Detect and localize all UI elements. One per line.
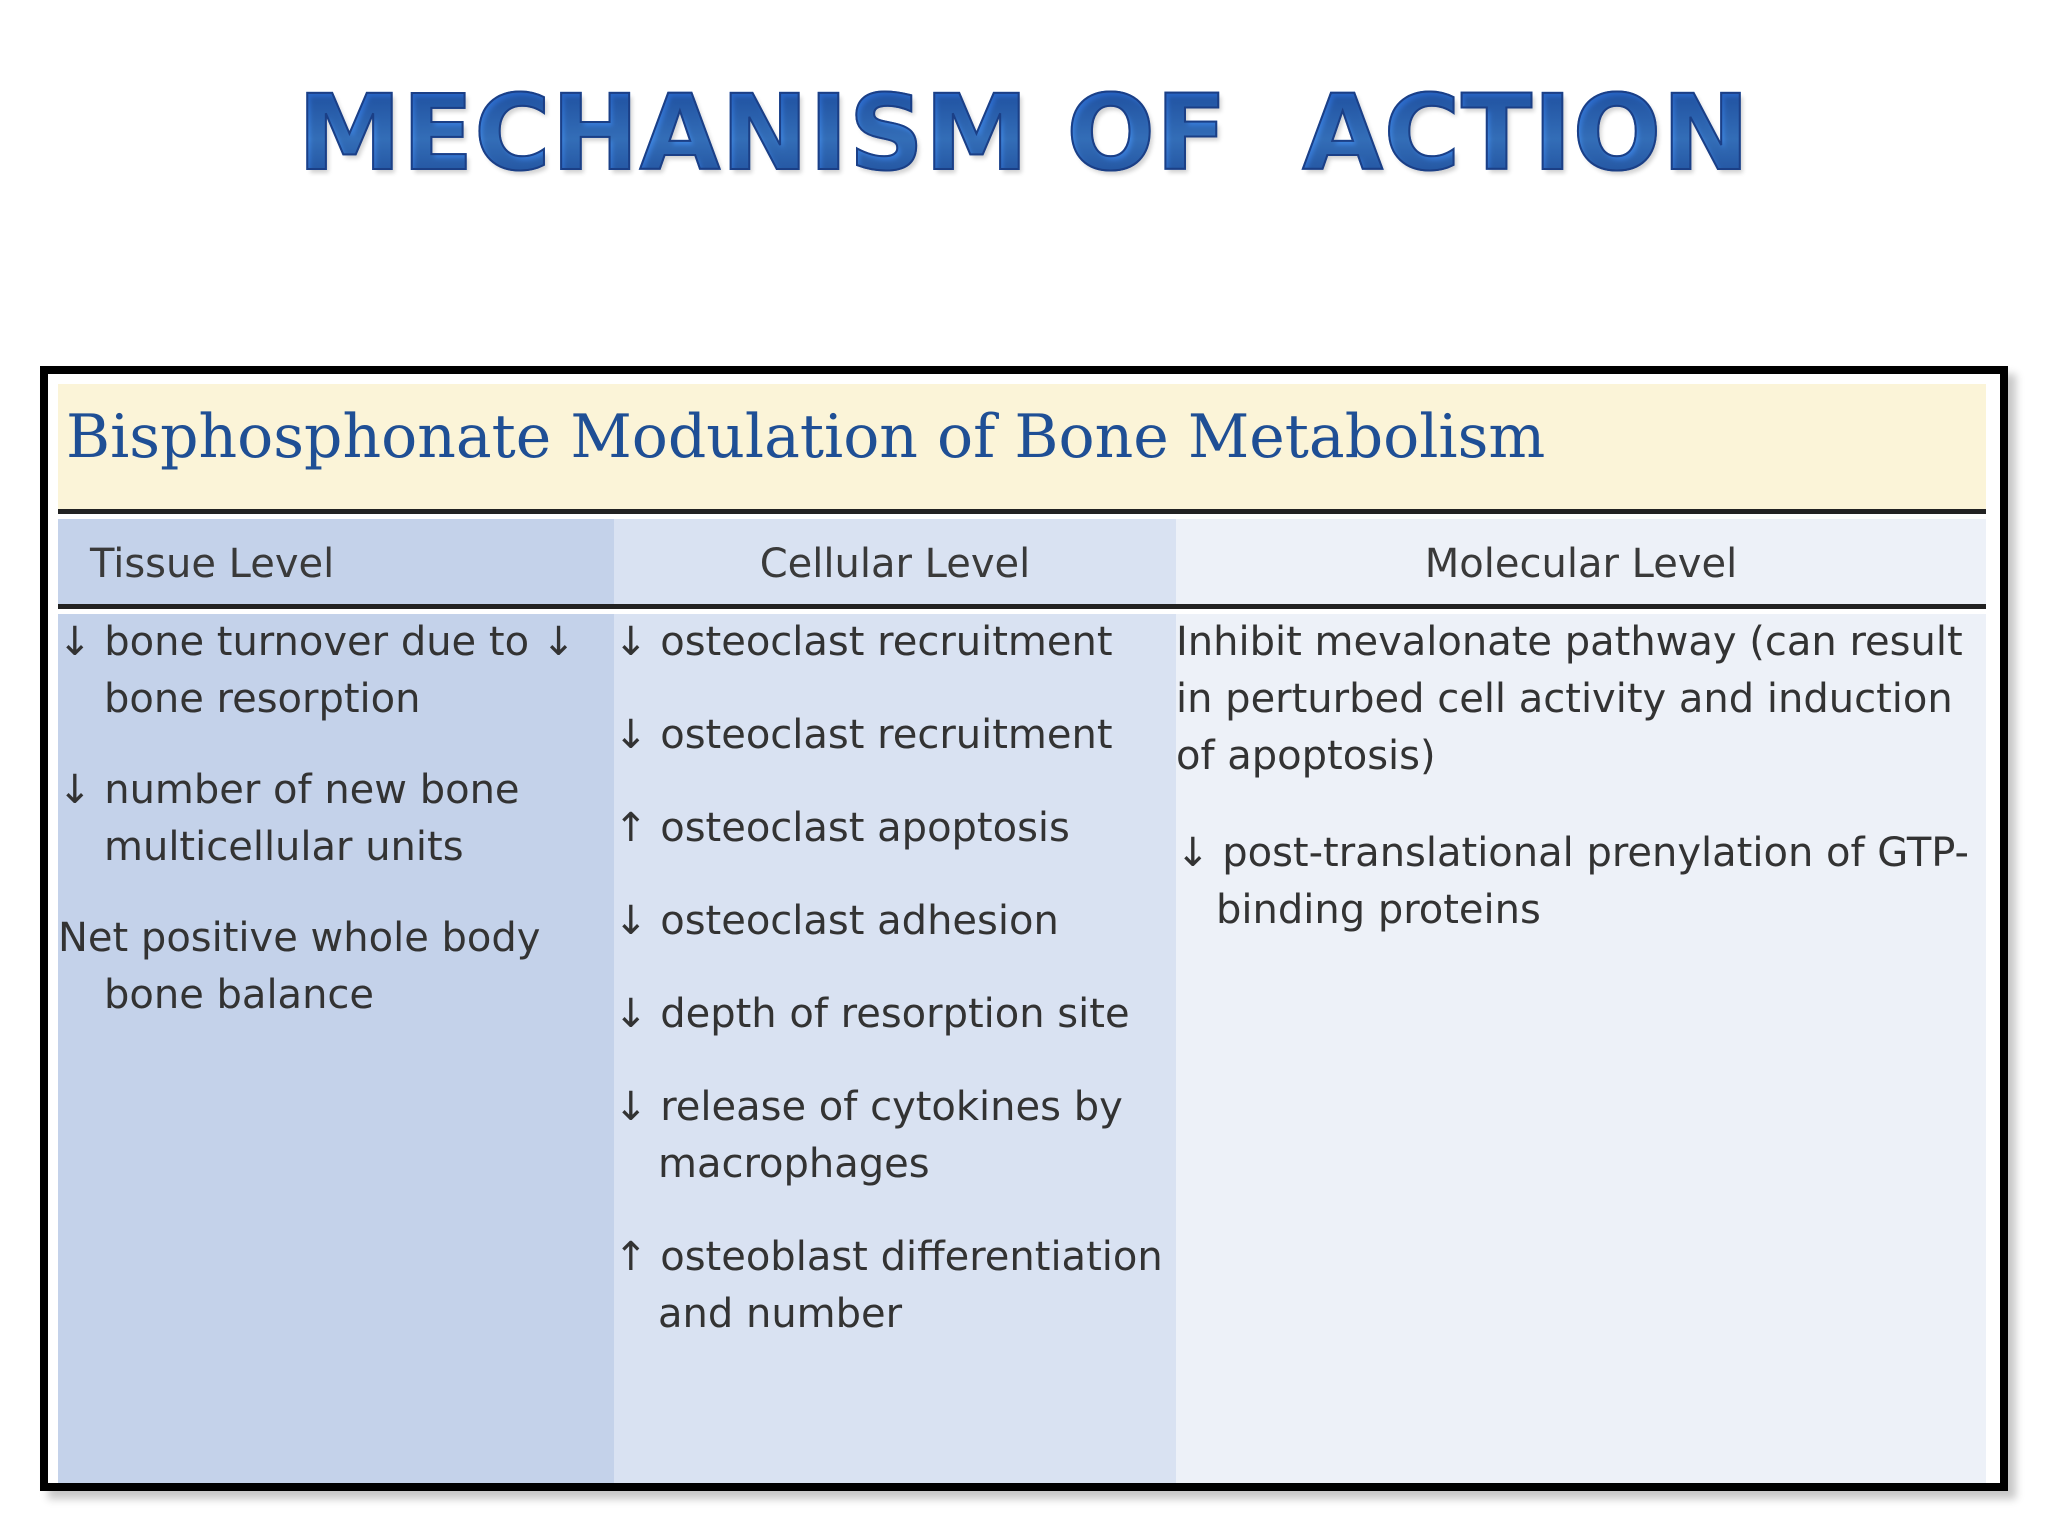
table-title: Bisphosphonate Modulation of Bone Metabolism bbox=[66, 402, 1546, 472]
tissue-level-column bbox=[58, 614, 614, 1483]
cellular-item: ↑ osteoblast differentiation and number bbox=[614, 1234, 1163, 1337]
tissue-item: ↓ number of new bone multicellular units bbox=[58, 767, 520, 870]
header-cellular-level: Cellular Level bbox=[614, 519, 1176, 604]
table-header-row bbox=[58, 519, 1986, 609]
tissue-item: ↓ bone turnover due to ↓ bone resorption bbox=[58, 619, 576, 722]
table-frame bbox=[40, 366, 2008, 1491]
tissue-item: Net positive whole body bone balance bbox=[58, 915, 541, 1018]
cellular-item: ↓ osteoclast adhesion bbox=[614, 898, 1059, 944]
table-banner bbox=[58, 384, 1986, 514]
cellular-item: ↓ release of cytokines by macrophages bbox=[614, 1084, 1123, 1187]
cellular-item: ↓ osteoclast recruitment bbox=[614, 619, 1113, 665]
header-molecular-level: Molecular Level bbox=[1176, 519, 1986, 604]
slide-title: MECHANISM OF ACTION bbox=[0, 72, 2048, 194]
cellular-item: ↑ osteoclast apoptosis bbox=[614, 805, 1070, 851]
molecular-level-column bbox=[1176, 614, 1986, 1483]
cellular-level-column bbox=[614, 614, 1176, 1483]
molecular-item: ↓ post-translational prenylation of GTP-binding proteins bbox=[1176, 830, 1969, 933]
cellular-item: ↓ osteoclast recruitment bbox=[614, 712, 1113, 758]
table bbox=[58, 384, 1986, 1483]
table-body-row bbox=[58, 614, 1986, 1483]
molecular-item: Inhibit mevalonate pathway (can result in perturbed cell activity and induction of apoptosis) bbox=[1176, 619, 1963, 779]
header-tissue-level: Tissue Level bbox=[58, 519, 614, 604]
cellular-item: ↓ depth of resorption site bbox=[614, 991, 1130, 1037]
